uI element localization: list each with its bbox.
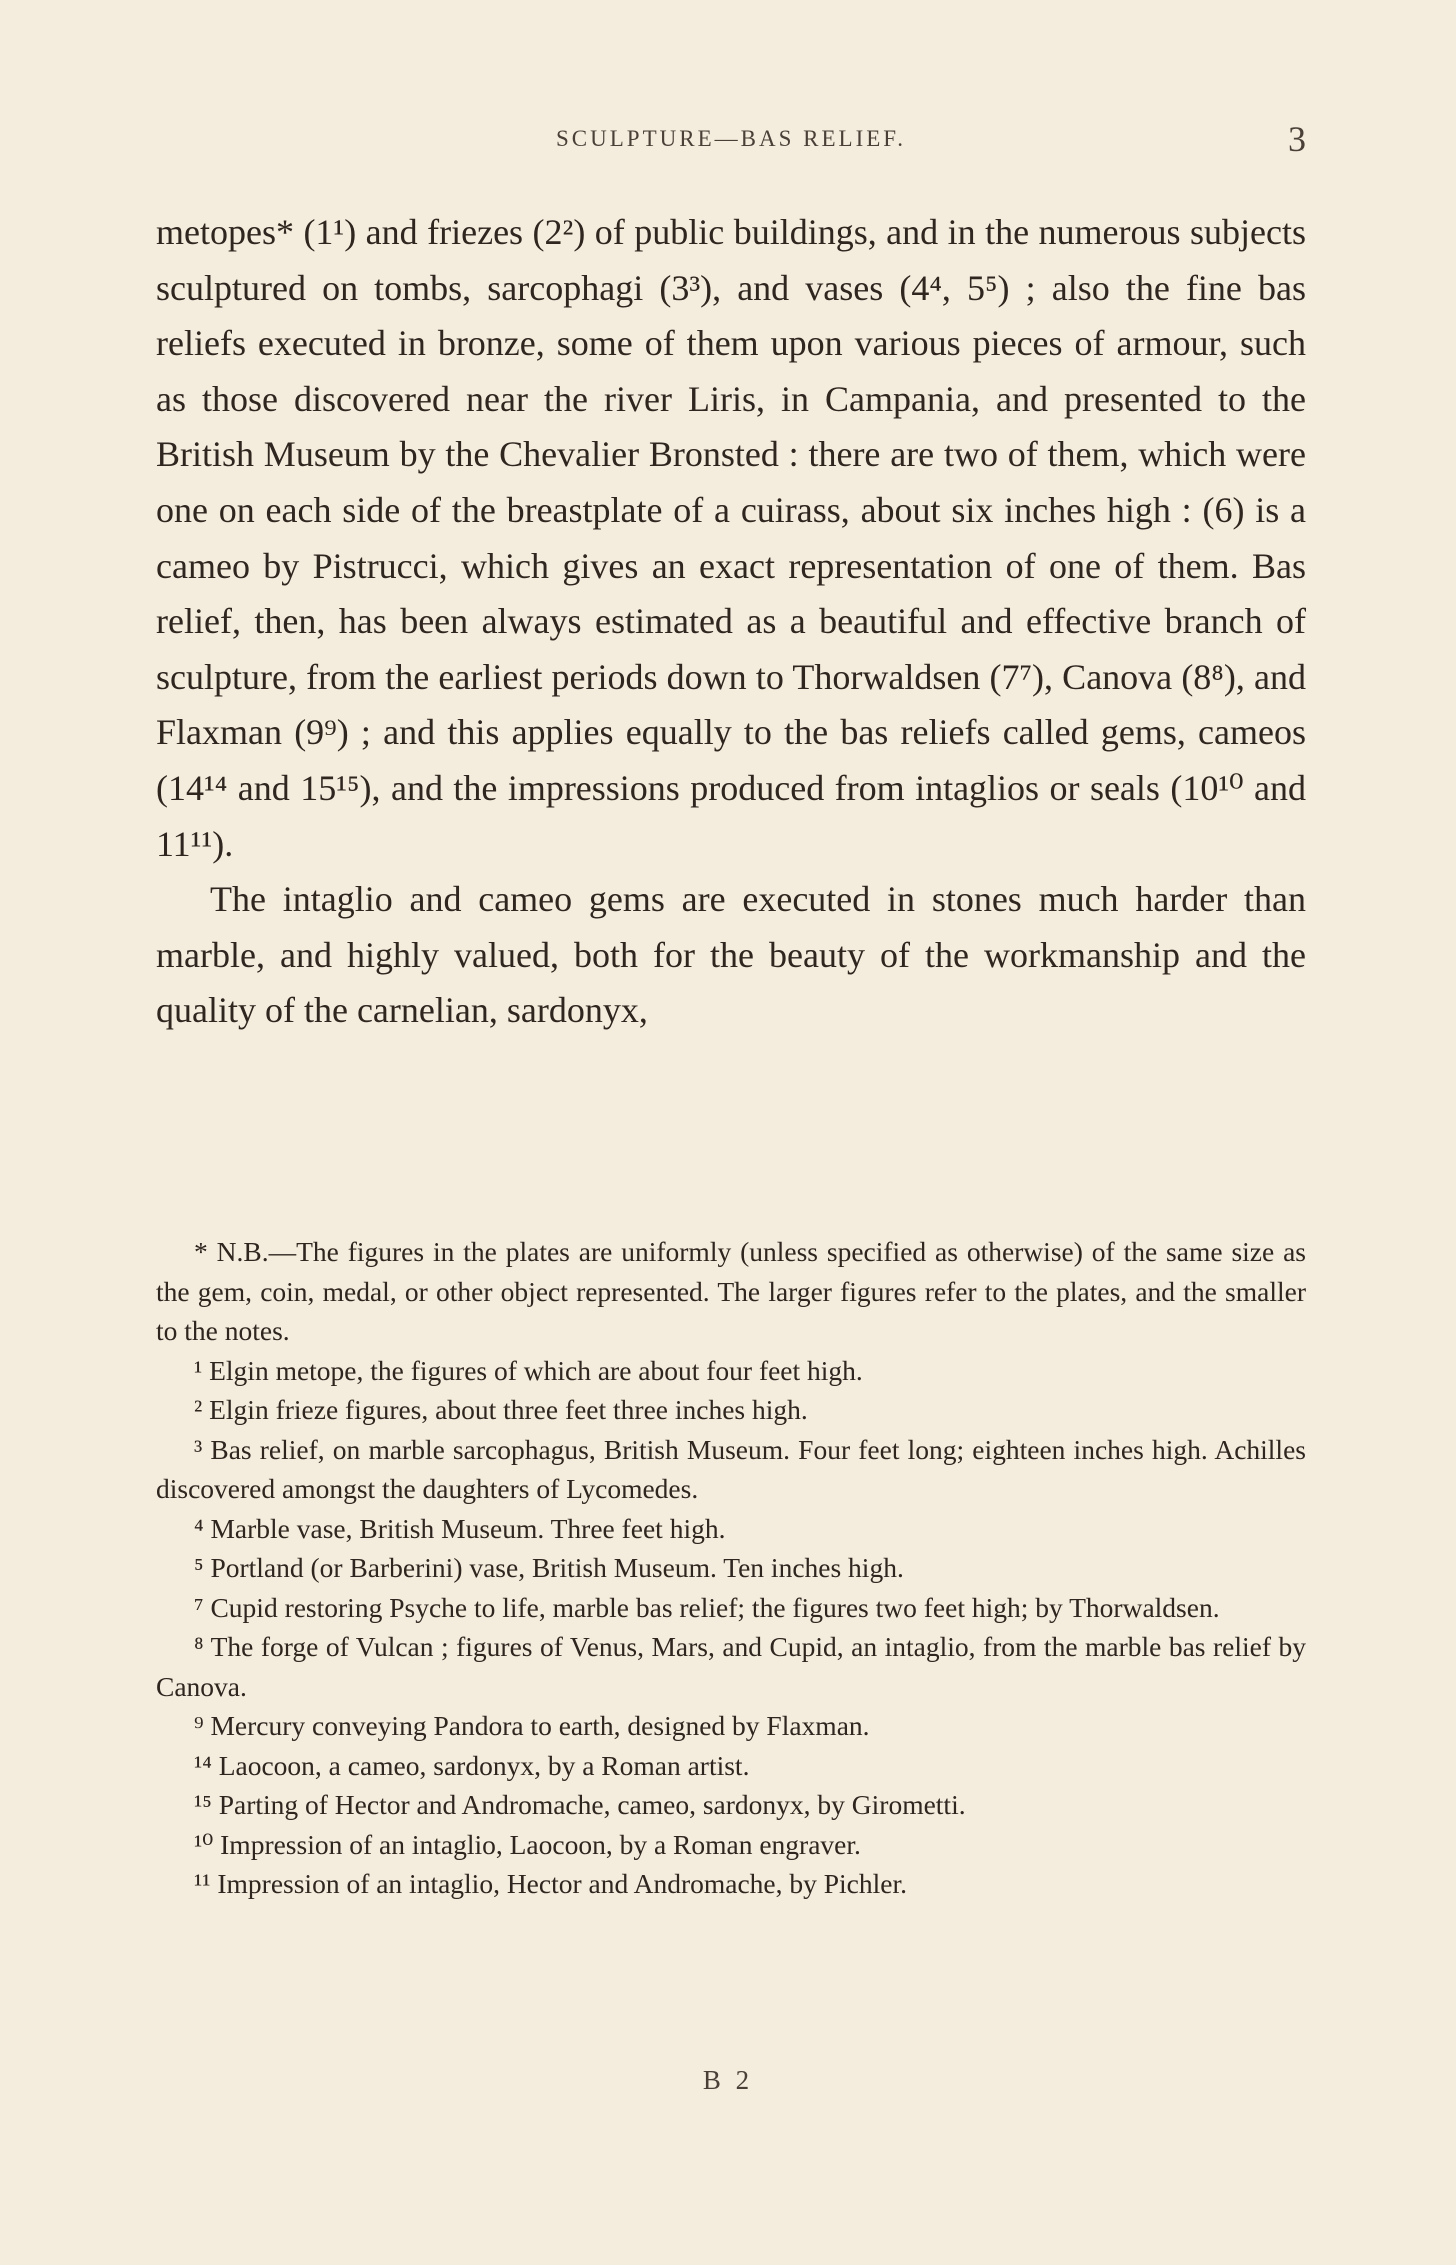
signature-mark: B 2 [702, 2065, 754, 2095]
footnote: ¹ Elgin metope, the figures of which are about four feet high. [194, 1354, 863, 1386]
footnote: ⁷ Cupid restoring Psyche to life, marble bas relief; the figures two feet high; by Thorwaldsen. [194, 1591, 1220, 1623]
footnote: ¹⁴ Laocoon, a cameo, sardonyx, by a Roman artist. [194, 1749, 750, 1781]
footnotes [156, 1232, 1306, 1904]
footnote: ² Elgin frieze figures, about three feet three inches high. [194, 1394, 808, 1425]
running-head [156, 118, 1306, 168]
footnote: ⁴ Marble vase, British Museum. Three feet high. [194, 1512, 726, 1544]
running-title: SCULPTURE—BAS RELIEF. [556, 126, 906, 151]
footnote: ¹⁵ Parting of Hector and Andromache, cameo, sardonyx, by Girometti. [194, 1789, 966, 1820]
footnote: ⁸ The forge of Vulcan ; figures of Venus, Mars, and Cupid, an intaglio, from the marble bas relief by Canova. [156, 1631, 1306, 1702]
footnote: ¹⁰ Impression of an intaglio, Laocoon, by a Roman engraver. [194, 1828, 861, 1860]
footnote: ⁹ Mercury conveying Pandora to earth, designed by Flaxman. [194, 1710, 870, 1741]
paragraph: The intaglio and cameo gems are executed in stones much harder than marble, and highly valued, both for the beauty of the workmanship and the quality of the carnelian, sardonyx, [156, 879, 1306, 1031]
footnote: ⁵ Portland (or Barberini) vase, British Museum. Ten inches high. [194, 1552, 904, 1583]
page-number: 3 [1288, 119, 1306, 159]
paragraph: metopes* (1¹) and friezes (2²) of public buildings, and in the numerous subjects sculptured on tombs, sarcophagi (3³), and vases (4⁴, 5⁵) ; also the fine bas reliefs executed in bronze, some of them upon various pieces of armour, such as those discovered near the river Liris, in Campania, and presented to the British Museum by the Chevalier Bronsted : there are two of them, which were one on each side of the breastplate of a cuirass, about six inches high : (6) is a cameo by Pistrucci, which gives an exact representation of one of them. Bas relief, then, has been always estimated as a beautiful and effective branch of sculpture, from the earliest periods down to Thorwaldsen (7⁷), Canova (8⁸), and Flaxman (9⁹) ; and this applies equally to the bas reliefs called gems, cameos (14¹⁴ and 15¹⁵), and the impressions produced from intaglios or seals (10¹⁰ and 11¹¹). [156, 212, 1306, 864]
footnote: ¹¹ Impression of an intaglio, Hector and Andromache, by Pichler. [194, 1868, 907, 1899]
body-text [156, 205, 1306, 1039]
footnote: ³ Bas relief, on marble sarcophagus, British Museum. Four feet long; eighteen inches high. Achilles discovered amongst the daughters of Lycomedes. [156, 1433, 1306, 1504]
footnote: * N.B.—The figures in the plates are uniformly (unless specified as otherwise) of the same size as the gem, coin, medal, or other object represented. The larger figures refer to the plates, and the smaller to the notes. [156, 1236, 1306, 1346]
